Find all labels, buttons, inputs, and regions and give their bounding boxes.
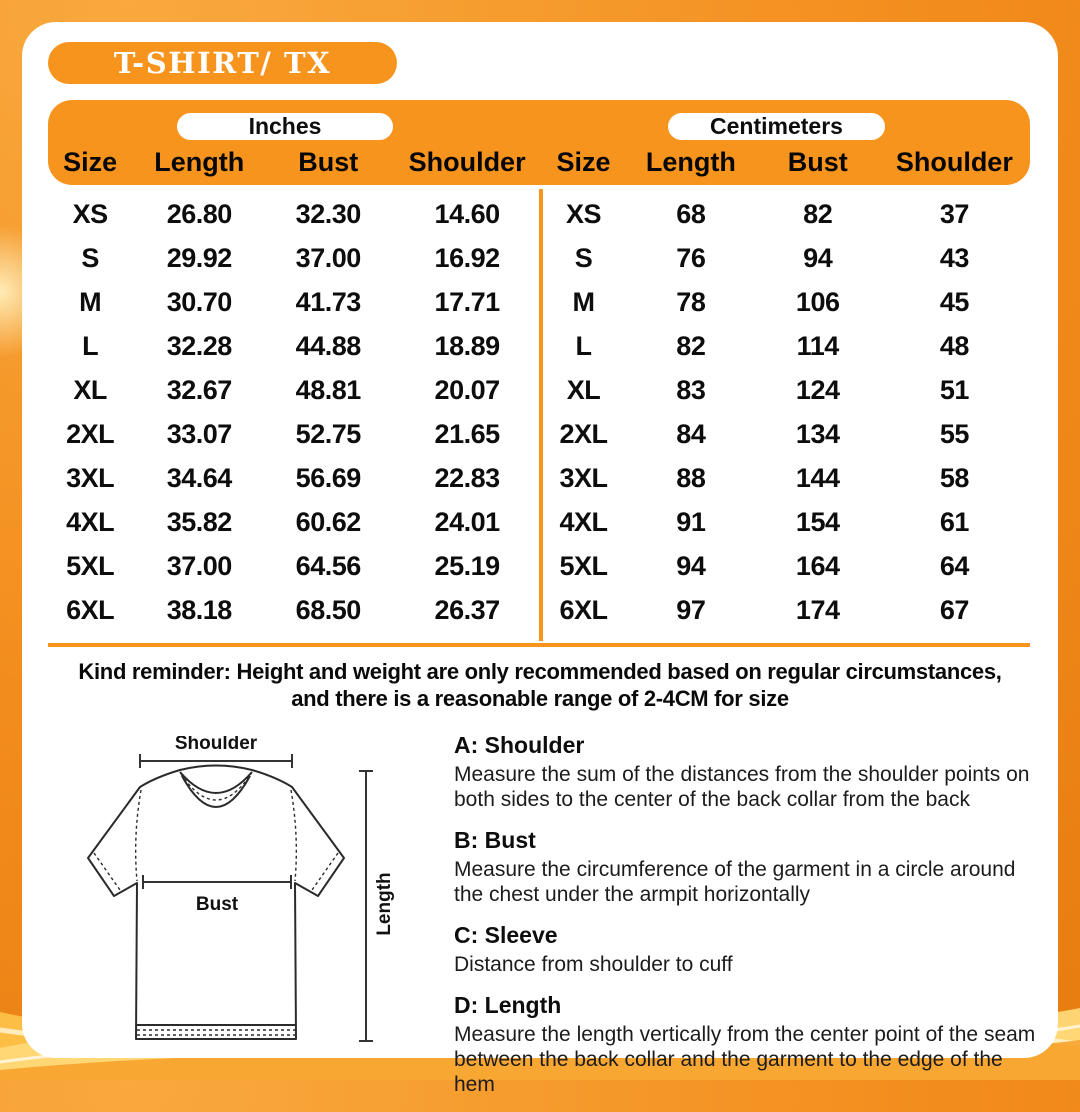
table-cell: 68 [676,198,706,229]
table-cell: M [572,286,595,317]
table-cell: 3XL [559,462,608,493]
table-cell: 82 [803,198,833,229]
table-row [542,456,1030,500]
table-cell: 18.89 [434,330,500,361]
table-row [542,500,1030,544]
table-row [48,368,544,412]
table-cell: 44.88 [295,330,361,361]
reminder-line-1: Kind reminder: Height and weight are only recommended based on regular circumstances, [78,659,1002,684]
table-cell: 32.30 [295,198,361,229]
centimeters-unit-label: Centimeters [710,113,843,139]
page-title: T-SHIRT/ TX [113,46,332,80]
inches-column-headers [48,144,544,180]
table-cell: 29.92 [166,242,232,273]
table-row [48,324,544,368]
inches-unit-pill [177,113,393,140]
table-cell: 38.18 [166,594,232,625]
table-cell: 4XL [559,506,608,537]
table-cell: 64.56 [295,550,361,581]
table-row [542,588,1030,632]
table-row [542,544,1030,588]
centimeters-table-rows [542,192,1030,632]
table-cell: 97 [676,594,706,625]
table-row [48,192,544,236]
table-cell: 91 [676,506,706,537]
table-cell: 48 [939,330,969,361]
table-cell: 24.01 [434,506,500,537]
table-cell: 17.71 [434,286,500,317]
definition-heading: A: Shoulder [454,732,585,758]
table-cell: 45 [939,286,969,317]
table-cell: M [79,286,102,317]
table-row [542,368,1030,412]
table-cell: 154 [795,506,840,537]
table-row [48,456,544,500]
table-cell: 52.75 [295,418,361,449]
table-cell: 16.92 [434,242,500,273]
table-row [542,324,1030,368]
table-cell: 33.07 [166,418,232,449]
table-cell: 41.73 [295,286,361,317]
table-cell: XL [566,374,601,405]
definition-body: Measure the circumference of the garment in a circle around the chest under the armpit horizontally [454,858,1016,906]
table-row [542,280,1030,324]
table-cell: 20.07 [434,374,500,405]
table-cell: 32.28 [166,330,232,361]
table-cell: 78 [676,286,706,317]
column-header: Size [556,146,611,177]
reminder-line-2: and there is a reasonable range of 2-4CM for size [291,686,789,711]
definition-block [454,922,1040,977]
table-cell: 37.00 [295,242,361,273]
table-cell: 51 [939,374,969,405]
table-row [48,412,544,456]
table-row [48,544,544,588]
table-cell: XL [73,374,107,405]
kind-reminder [22,658,1058,712]
table-row [542,236,1030,280]
vertical-divider [539,189,543,641]
table-cell: 164 [795,550,840,581]
size-chart-card [22,22,1058,1096]
horizontal-divider [48,643,1030,647]
inches-unit-label: Inches [248,113,322,139]
centimeters-column-headers [542,144,1030,180]
diagram-shoulder-label: Shoulder [174,736,258,754]
table-cell: 14.60 [434,198,500,229]
table-cell: 26.37 [434,594,500,625]
table-cell: 84 [676,418,706,449]
table-cell: 3XL [66,462,115,493]
table-cell: 48.81 [295,374,361,405]
table-cell: 76 [676,242,706,273]
table-cell: 32.67 [166,374,232,405]
table-cell: 174 [795,594,840,625]
table-cell: 34.64 [166,462,232,493]
table-cell: 6XL [66,594,115,625]
table-cell: 35.82 [166,506,232,537]
table-cell: 4XL [66,506,115,537]
table-cell: 43 [939,242,969,273]
table-row [542,192,1030,236]
table-row [542,412,1030,456]
tshirt-illustration [80,736,444,1058]
table-row [48,588,544,632]
table-cell: 5XL [66,550,115,581]
definition-body: Measure the length vertically from the center point of the seam between the back collar and the garment to the edge of the hem [454,1023,1036,1096]
table-cell: XS [72,198,108,229]
definition-heading: C: Sleeve [454,922,558,948]
table-cell: 106 [795,286,840,317]
column-header: Shoulder [408,146,526,177]
table-row [48,500,544,544]
table-cell: 94 [803,242,833,273]
table-cell: 2XL [66,418,115,449]
table-cell: 22.83 [434,462,500,493]
table-cell: 6XL [559,594,608,625]
table-cell: XS [565,198,601,229]
table-cell: 124 [795,374,840,405]
column-header: Shoulder [895,146,1013,177]
inches-table-rows [48,192,544,632]
measurement-definitions [454,732,1040,1112]
column-header: Bust [298,146,359,177]
column-header: Length [154,146,245,177]
table-cell: 30.70 [166,286,232,317]
table-header-band [48,100,1030,185]
table-cell: S [574,242,593,273]
table-cell: 68.50 [295,594,361,625]
table-cell: 144 [795,462,840,493]
table-row [48,236,544,280]
definition-block [454,732,1040,812]
table-cell: 114 [796,330,839,361]
table-cell: L [82,330,99,361]
table-cell: 25.19 [434,550,500,581]
tshirt-diagram [80,736,444,1058]
column-header: Size [63,146,118,177]
table-cell: 61 [939,506,969,537]
table-cell: 83 [676,374,706,405]
diagram-bust-label: Bust [195,894,239,915]
definition-heading: B: Bust [454,827,536,853]
definition-body: Measure the sum of the distances from the shoulder points on both sides to the center of the back collar from the back [454,763,1030,811]
definition-heading: D: Length [454,992,562,1018]
column-header: Bust [787,146,848,177]
table-cell: 67 [939,594,969,625]
table-cell: 94 [676,550,706,581]
table-cell: 64 [939,550,969,581]
table-cell: 5XL [559,550,608,581]
table-cell: 2XL [559,418,608,449]
table-cell: 21.65 [434,418,500,449]
table-cell: 37 [939,198,969,229]
table-cell: 134 [795,418,840,449]
table-cell: 56.69 [295,462,361,493]
table-cell: L [575,330,592,361]
table-cell: 55 [939,418,969,449]
table-cell: 82 [676,330,706,361]
definition-block [454,992,1040,1097]
table-cell: 37.00 [166,550,232,581]
centimeters-unit-pill [668,113,885,140]
definition-block [454,827,1040,907]
table-row [48,280,544,324]
table-cell: 60.62 [295,506,361,537]
table-cell: 58 [939,462,969,493]
column-header: Length [645,146,736,177]
table-cell: 88 [676,462,706,493]
table-cell: 26.80 [166,198,232,229]
title-badge [48,42,397,84]
table-cell: S [81,242,99,273]
definition-body: Distance from shoulder to cuff [454,953,733,976]
diagram-length-label: Length [374,872,395,936]
